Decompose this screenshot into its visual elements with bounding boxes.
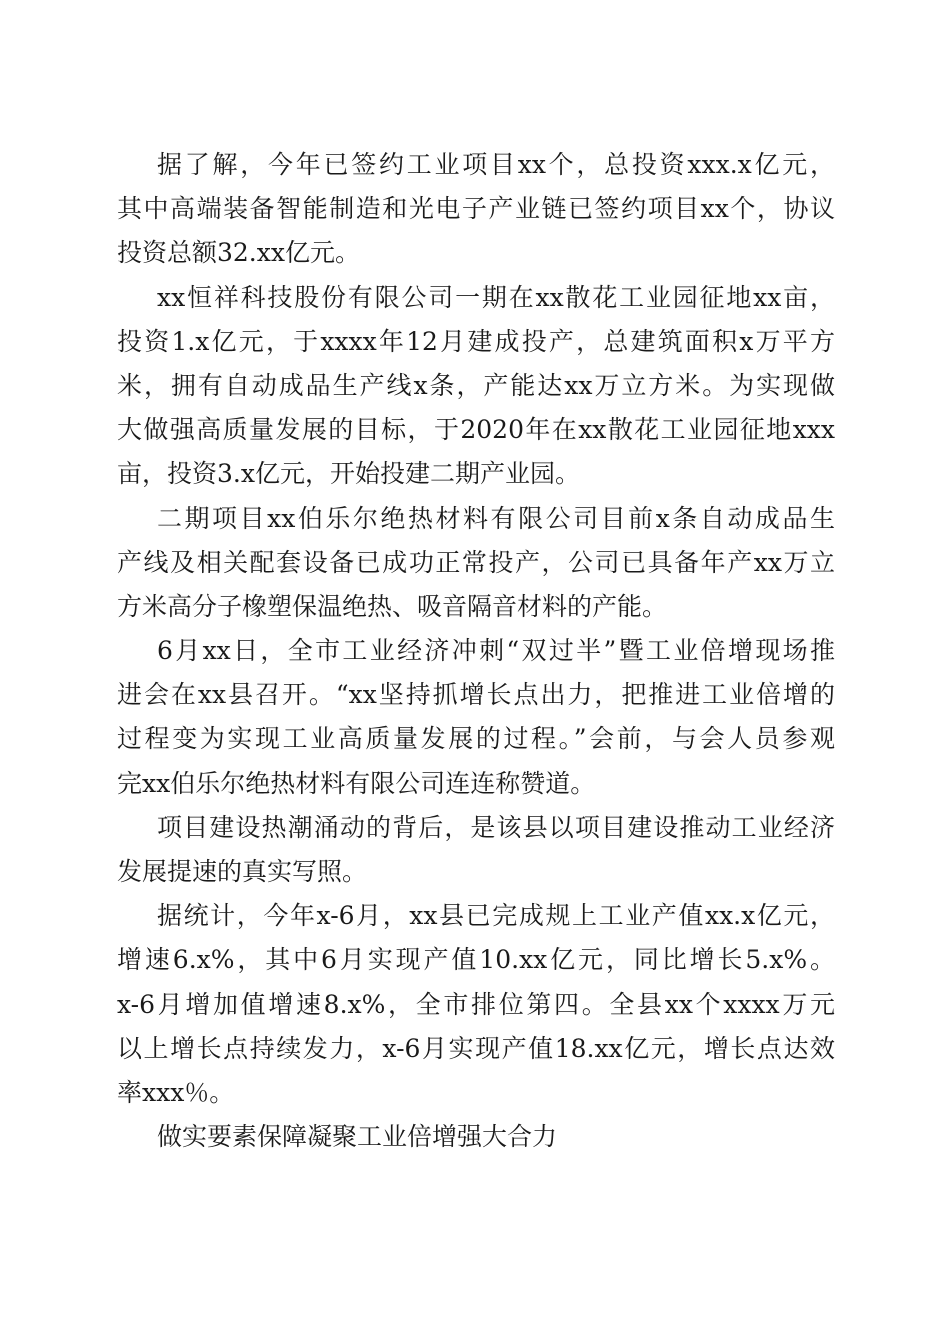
text-line: 方米高分子橡塑保温绝热、吸音隔音材料的产能。 [117, 591, 668, 621]
text-line: 完xx伯乐尔绝热材料有限公司连连称赞道。 [117, 768, 596, 798]
text-line: 做实要素保障凝聚工业倍增强大合力 [157, 1122, 558, 1152]
text-line: 产线及相关配套设备已成功正常投产，公司已具备年产xx万立 [117, 547, 835, 577]
text-line: 据了解，今年已签约工业项目xx个，总投资xxx.x亿元， [157, 150, 835, 179]
text-line: 率xxx％。 [117, 1077, 235, 1107]
text-line: 进会在xx县召开。“xx坚持抓增长点出力，把推进工业倍增的 [117, 680, 835, 710]
text-line: 其中高端装备智能制造和光电子产业链已签约项目xx个，协议 [117, 194, 835, 224]
paragraph [117, 143, 835, 276]
paragraph [117, 1115, 835, 1159]
text-line: 大做强高质量发展的目标，于2020年在xx散花工业园征地xxx [117, 415, 835, 445]
text-line: 6月xx日，全市工业经济冲刺“双过半”暨工业倍增现场推 [157, 636, 835, 666]
document-body [117, 143, 835, 1159]
text-line: 以上增长点持续发力，x-6月实现产值18.xx亿元，增长点达效 [117, 1033, 835, 1063]
text-line: 投资1.x亿元，于xxxx年12月建成投产，总建筑面积x万平方 [117, 326, 835, 356]
text-line: 发展提速的真实写照。 [117, 857, 368, 886]
paragraph [117, 629, 835, 806]
text-line: 二期项目xx伯乐尔绝热材料有限公司目前x条自动成品生 [157, 503, 835, 533]
text-line: xx恒祥科技股份有限公司一期在xx散花工业园征地xx亩， [157, 282, 835, 312]
text-line: x-6月增加值增速8.x%，全市排位第四。全县xx个xxxx万元 [117, 989, 835, 1019]
paragraph [117, 497, 835, 630]
text-line: 米，拥有自动成品生产线x条，产能达xx万立方米。为实现做 [117, 370, 835, 400]
paragraph [117, 894, 835, 1115]
text-line: 亩，投资3.x亿元，开始投建二期产业园。 [117, 459, 580, 489]
text-line: 过程变为实现工业高质量发展的过程。”会前，与会人员参观 [117, 724, 835, 754]
paragraph [117, 276, 835, 497]
text-line: 增速6.x%，其中6月实现产值10.xx亿元，同比增长5.x%。 [117, 945, 835, 975]
text-line: 据统计，今年x-6月，xx县已完成规上工业产值xx.x亿元， [157, 901, 835, 931]
paragraph [117, 806, 835, 894]
text-line: 投资总额32.xx亿元。 [117, 238, 360, 268]
text-line: 项目建设热潮涌动的背后，是该县以项目建设推动工业经济 [157, 812, 835, 842]
